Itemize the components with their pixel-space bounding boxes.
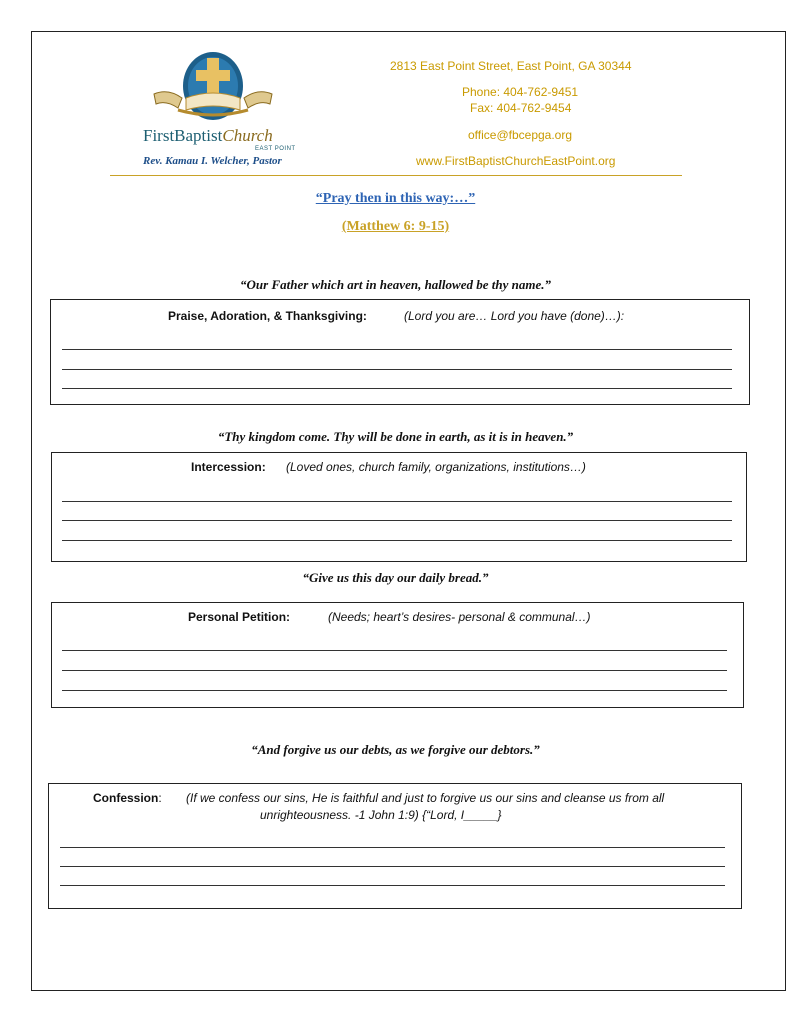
writing-line[interactable] [62, 520, 732, 521]
confession-label-text: Confession [93, 791, 159, 805]
writing-line[interactable] [62, 388, 732, 389]
church-website[interactable]: www.FirstBaptistChurchEastPoint.org [416, 154, 616, 168]
praise-box [50, 299, 750, 405]
intercession-label: Intercession: [191, 460, 266, 474]
church-logo-icon [138, 48, 318, 128]
church-name-part1: FirstBaptist [143, 126, 223, 145]
petition-hint: (Needs; heart’s desires- personal & communal…) [328, 610, 591, 624]
church-subtitle: EAST POINT [255, 146, 296, 152]
intercession-hint: (Loved ones, church family, organizations, institutions…) [286, 460, 586, 474]
section-4-quote: “And forgive us our debts, as we forgive our debtors.” [251, 742, 540, 757]
writing-line[interactable] [60, 885, 725, 886]
section-2-quote: “Thy kingdom come. Thy will be done in earth, as it is in heaven.” [217, 429, 574, 444]
scripture-reference: (Matthew 6: 9-15) [341, 219, 450, 234]
writing-line[interactable] [62, 501, 732, 502]
writing-line[interactable] [62, 369, 732, 370]
confession-label [93, 791, 162, 805]
section-1-quote: “Our Father which art in heaven, hallowed be thy name.” [240, 277, 551, 292]
church-name-part2: Church [222, 126, 273, 145]
pastor-name: Rev. Kamau I. Welcher, Pastor [143, 155, 282, 167]
church-address: 2813 East Point Street, East Point, GA 30344 [390, 59, 632, 73]
writing-line[interactable] [62, 690, 727, 691]
church-email[interactable]: office@fbcepga.org [468, 128, 573, 142]
writing-line[interactable] [62, 540, 732, 541]
writing-line[interactable] [62, 650, 727, 651]
writing-line[interactable] [62, 670, 727, 671]
writing-line[interactable] [60, 847, 725, 848]
writing-line[interactable] [62, 349, 732, 350]
confession-label-colon: : [158, 791, 162, 805]
church-name [143, 126, 273, 146]
church-phone: Phone: 404-762-9451 [462, 85, 579, 99]
praise-label: Praise, Adoration, & Thanksgiving: [168, 309, 367, 323]
praise-hint: (Lord you are… Lord you have (done)…): [404, 309, 625, 323]
confession-hint: (If we confess our sins, He is faithful and just to forgive us our sins and cleanse us from all [186, 791, 665, 805]
header-divider [110, 175, 682, 176]
section-3-quote: “Give us this day our daily bread.” [302, 570, 489, 585]
church-fax: Fax: 404-762-9454 [470, 101, 572, 115]
petition-label: Personal Petition: [188, 610, 291, 624]
confession-hint-line2: unrighteousness. -1 John 1:9) {“Lord, I_____} [260, 808, 502, 822]
writing-line[interactable] [60, 866, 725, 867]
prayer-title: “Pray then in this way:…” [315, 191, 476, 206]
